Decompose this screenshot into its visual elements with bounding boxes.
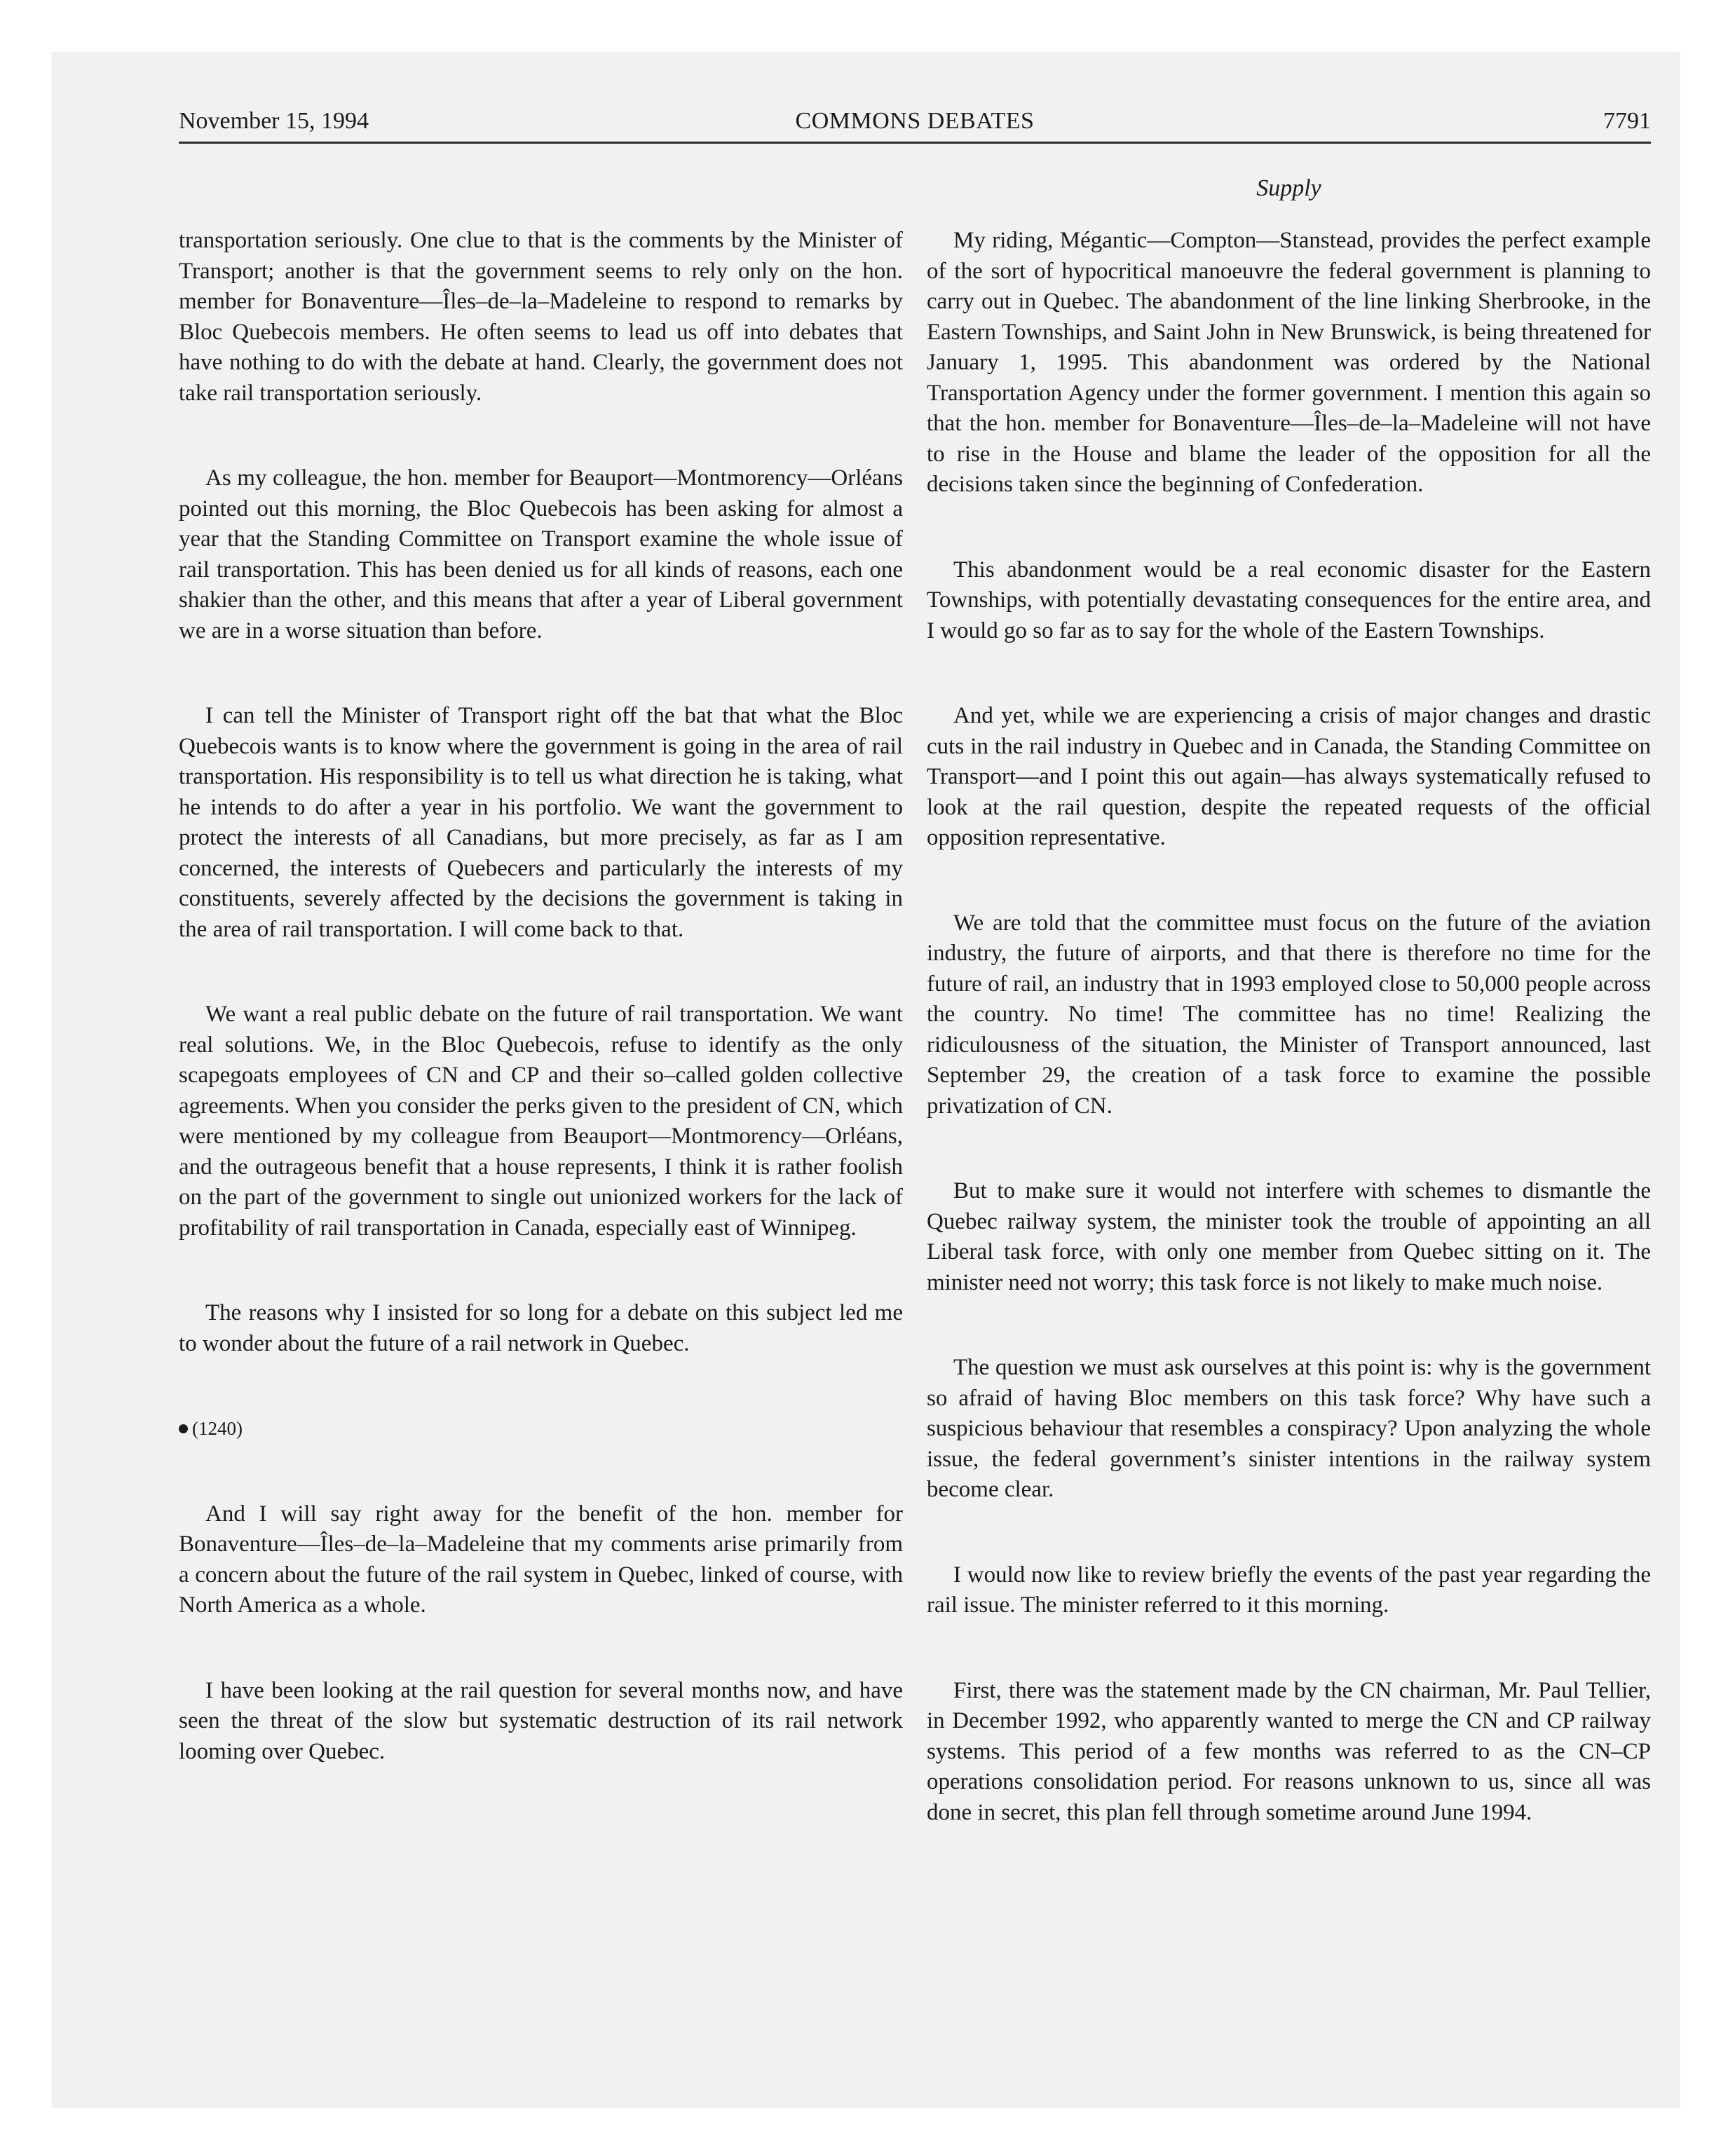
header-date: November 15, 1994 (179, 108, 369, 134)
running-header (179, 104, 1651, 139)
section-title: Supply (1256, 175, 1321, 201)
paragraph: First, there was the statement made by the CN chairman, Mr. Paul Tellier, in December 1992, who apparently wanted to merge the CN and CP railway systems. This period of a few months was referred to as the CN–CP operations consolidation period. For reasons unknown to us, since all was done in secret, this plan fell through sometime around June 1994. (927, 1677, 1651, 1825)
paragraph: The reasons why I insisted for so long for a debate on this subject led me to wonder about the future of a rail network in Quebec. (179, 1300, 903, 1356)
paragraph: And I will say right away for the benefit of the hon. member for Bonaventure—Îles–de–la–Madeleine that my comments arise primarily from a concern about the future of the rail system in Quebec, linked of course, with North America as a whole. (179, 1501, 903, 1618)
paragraph: We want a real public debate on the future of rail transportation. We want real solutions. We, in the Bloc Quebecois, refuse to identify as the only scapegoats employees of CN and CP and their so–called golden collective agreements. When you consider the perks given to the president of CN, which were mentioned by my colleague from Beauport—Montmorency—Orléans, and the outrageous benefit that a house represents, I think it is rather foolish on the part of the government to single out unionized workers for the lack of profitability of rail transportation in Canada, especially east of Winnipeg. (179, 1002, 903, 1241)
paragraph: But to make sure it would not interfere with schemes to dismantle the Quebec railway system, the minister took the trouble of appointing an all Liberal task force, with only one member from Quebec sitting on it. The minister need not worry; this task force is not likely to make much noise. (927, 1178, 1651, 1295)
paragraph: The question we must ask ourselves at this point is: why is the government so afraid of having Bloc members on this task force? Why have such a suspicious behaviour that resembles a conspiracy? Upon analyzing the whole issue, the federal government’s sinister intentions in the railway system become clear. (927, 1355, 1651, 1502)
header-page-number: 7791 (1603, 108, 1651, 134)
paragraph: And yet, while we are experiencing a crisis of major changes and drastic cuts in the rail industry in Quebec and in Canada, the Standing Committee on Transport—and I point this out again—has always systematically refused to look at the rail question, despite the repeated requests of the official opposition representative. (927, 703, 1651, 850)
paragraph: I would now like to review briefly the events of the past year regarding the rail issue. The minister referred to it this morning. (927, 1562, 1651, 1618)
header-rule (179, 142, 1651, 144)
paragraph: As my colleague, the hon. member for Beauport—Montmorency—Orléans pointed out this morning, the Bloc Quebecois has been asking for almost a year that the Standing Committee on Transport examine the whole issue of rail transportation. This has been denied us for all kinds of reasons, each one shakier than the other, and this means that after a year of Liberal government we are in a worse situation than before. (179, 465, 903, 643)
paragraph: My riding, Mégantic—Compton—Stanstead, provides the perfect example of the sort of hypocritical manoeuvre the federal government is planning to carry out in Quebec. The abandonment of the line linking Sherbrooke, in the Eastern Townships, and Saint John in New Brunswick, is being threatened for January 1, 1995. This abandonment was ordered by the National Transportation Agency under the former government. I mention this again so that the hon. member for Bonaventure—Îles–de–la–Madeleine will not have to rise in the House and blame the leader of the opposition for all the decisions taken since the beginning of Confederation. (927, 228, 1651, 497)
timestamp-text: (1240) (192, 1418, 243, 1439)
paragraph: This abandonment would be a real economic disaster for the Eastern Townships, with potentially devastating consequences for the entire area, and I would go so far as to say for the whole of the Eastern Townships. (927, 557, 1651, 643)
header-journal-title: COMMONS DEBATES (795, 108, 1035, 134)
paragraph: We are told that the committee must focus on the future of the aviation industry, the future of airports, and that there is therefore no time for the future of rail, an industry that in 1993 employed close to 50,000 people across the country. No time! The committee has no time! Realizing the ridiculousness of the situation, the Minister of Transport announced, last September 29, the creation of a task force to examine the possible privatization of CN. (927, 910, 1651, 1119)
timestamp-marker (179, 1414, 903, 1445)
paragraph: transportation seriously. One clue to that is the comments by the Minister of Transport; another is that the government seems to rely only on the hon. member for Bonaventure—Îles–de–la–Madeleine to respond to remarks by Bloc Quebecois members. He often seems to lead us off into debates that have nothing to do with the debate at hand. Clearly, the government does not take rail transportation seriously. (179, 228, 903, 406)
right-column (927, 226, 1651, 1883)
left-column (179, 226, 903, 1822)
bullet-icon (179, 1424, 188, 1433)
paragraph: I have been looking at the rail question for several months now, and have seen the threat of the slow but systematic destruction of its rail network looming over Quebec. (179, 1677, 903, 1764)
paragraph: I can tell the Minister of Transport right off the bat that what the Bloc Quebecois wants is to know where the government is going in the area of rail transportation. His responsibility is to tell us what direction he is taking, what he intends to do after a year in his portfolio. We want the government to protect the interests of all Canadians, but more precisely, as far as I am concerned, the interests of Quebecers and particularly the interests of my constituents, severely affected by the decisions the government is taking in the area of rail transportation. I will come back to that. (179, 703, 903, 942)
